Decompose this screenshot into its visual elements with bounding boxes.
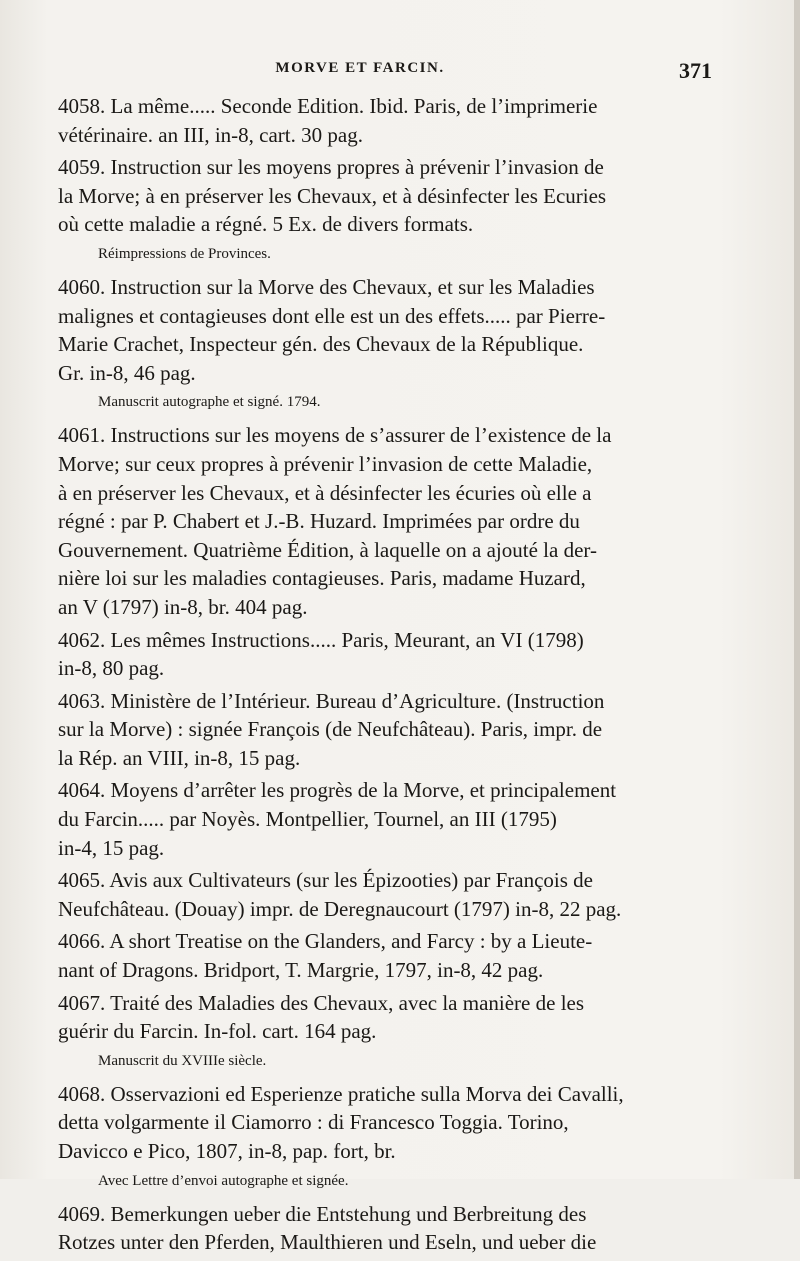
entry-4063 xyxy=(58,687,708,773)
entry-line: où cette maladie a régné. 5 Ex. de divers formats. xyxy=(58,212,474,237)
entry-line: nière loi sur les maladies contagieuses. Paris, madame Huzard, xyxy=(58,566,586,591)
entry-line: 4069. Bemerkungen ueber die Entstehung und Berbreitung des xyxy=(58,1201,587,1226)
entry-4064 xyxy=(58,776,708,862)
entry-line: 4058. La même..... Seconde Edition. Ibid. Paris, de l’imprimerie xyxy=(58,94,598,118)
entry-4066 xyxy=(58,927,708,984)
entry-line: malignes et contagieuses dont elle est un des effets..... par Pierre- xyxy=(58,303,606,328)
entry-line: Rotzes unter den Pferden, Maulthieren und Eseln, und ueber die xyxy=(58,1230,597,1255)
entry-line: 4063. Ministère de l’Intérieur. Bureau d’Agriculture. (Instruction xyxy=(58,688,605,713)
entry-4065 xyxy=(58,866,708,923)
entry-4059 xyxy=(58,153,708,239)
entry-line: in-4, 15 pag. xyxy=(58,835,165,860)
entry-line: 4061. Instructions sur les moyens de s’assurer de l’existence de la xyxy=(58,423,612,448)
running-title: MORVE ET FARCIN. xyxy=(275,60,445,76)
entry-line: 4062. Les mêmes Instructions..... Paris, Meurant, an VI (1798) xyxy=(58,627,584,652)
entry-line: régné : par P. Chabert et J.-B. Huzard. Imprimées par ordre du xyxy=(58,509,580,534)
page-edge-shadow xyxy=(794,0,800,1179)
entry-line: an V (1797) in-8, br. 404 pag. xyxy=(58,594,308,619)
catalog-entries xyxy=(58,92,708,1261)
entry-note: Manuscrit du XVIIIe siècle. xyxy=(98,1052,267,1069)
entry-line: in-8, 80 pag. xyxy=(58,656,165,681)
entry-4058 xyxy=(58,92,708,149)
entry-line: detta volgarmente il Ciamorro : di Francesco Toggia. Torino, xyxy=(58,1110,569,1135)
entry-line: vétérinaire. an III, in-8, cart. 30 pag. xyxy=(58,122,363,147)
entry-line: 4066. A short Treatise on the Glanders, and Farcy : by a Lieute- xyxy=(58,929,593,954)
entry-line: Gouvernement. Quatrième Édition, à laquelle on a ajouté la der- xyxy=(58,537,597,562)
entry-note: Manuscrit autographe et signé. 1794. xyxy=(98,394,321,411)
entry-line: 4065. Avis aux Cultivateurs (sur les Épizooties) par François de xyxy=(58,868,594,893)
entry-line: 4064. Moyens d’arrêter les progrès de la Morve, et principalement xyxy=(58,778,617,803)
entry-line: la Morve; à en préserver les Chevaux, et à désinfecter les Ecuries xyxy=(58,183,607,208)
page-number: 371 xyxy=(679,58,712,83)
entry-line: Gr. in-8, 46 pag. xyxy=(58,360,196,385)
entry-4068 xyxy=(58,1080,708,1166)
entry-line: guérir du Farcin. In-fol. cart. 164 pag. xyxy=(58,1019,377,1044)
entry-4061 xyxy=(58,421,708,621)
entry-4060 xyxy=(58,273,708,387)
entry-line: 4068. Osservazioni ed Esperienze pratiche sulla Morva dei Cavalli, xyxy=(58,1081,624,1106)
entry-line: Morve; sur ceux propres à prévenir l’invasion de cette Maladie, xyxy=(58,451,593,476)
entry-line: du Farcin..... par Noyès. Montpellier, Tournel, an III (1795) xyxy=(58,807,557,832)
entry-line: 4067. Traité des Maladies des Chevaux, avec la manière de les xyxy=(58,990,585,1015)
entry-line: Neufchâteau. (Douay) impr. de Deregnaucourt (1797) in-8, 22 pag. xyxy=(58,896,622,921)
entry-note: Avec Lettre d’envoi autographe et signée. xyxy=(98,1172,349,1189)
entry-4067 xyxy=(58,989,708,1046)
entry-4069 xyxy=(58,1200,708,1257)
entry-line: Marie Crachet, Inspecteur gén. des Chevaux de la République. xyxy=(58,332,584,357)
entry-line: 4060. Instruction sur la Morve des Chevaux, et sur les Maladies xyxy=(58,274,595,299)
page-header xyxy=(0,58,800,88)
entry-line: 4059. Instruction sur les moyens propres à prévenir l’invasion de xyxy=(58,155,604,180)
entry-line: nant of Dragons. Bridport, T. Margrie, 1797, in-8, 42 pag. xyxy=(58,958,544,983)
entry-note: Réimpressions de Provinces. xyxy=(98,245,271,262)
entry-line: Davicco e Pico, 1807, in-8, pap. fort, br. xyxy=(58,1139,396,1163)
entry-line: la Rép. an VIII, in-8, 15 pag. xyxy=(58,745,301,770)
entry-4062 xyxy=(58,626,708,683)
entry-line: à en préserver les Chevaux, et à désinfecter les écuries où elle a xyxy=(58,480,592,505)
entry-line: sur la Morve) : signée François (de Neufchâteau). Paris, impr. de xyxy=(58,717,603,742)
